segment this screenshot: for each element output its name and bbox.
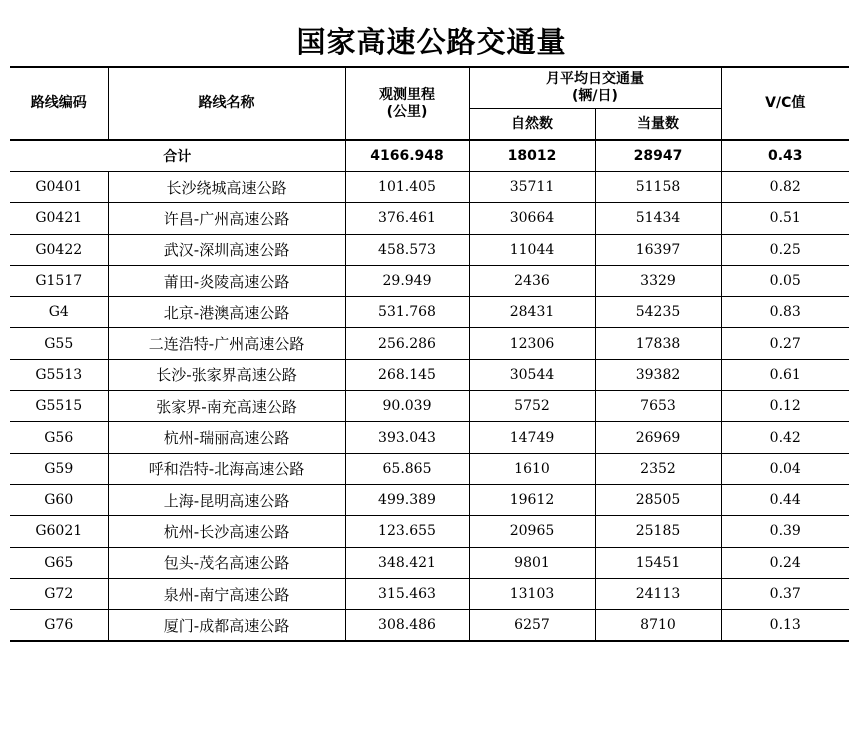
equivalent-count-cell: 51434 — [595, 203, 721, 234]
vc-ratio-cell: 0.51 — [721, 203, 849, 234]
route-name-cell: 呼和浩特-北海高速公路 — [108, 453, 345, 484]
header-traffic — [469, 67, 721, 109]
route-name-cell: 厦门-成都高速公路 — [108, 610, 345, 642]
vc-ratio-cell: 0.12 — [721, 391, 849, 422]
natural-count-cell: 9801 — [469, 547, 595, 578]
table-row — [10, 203, 849, 234]
route-code-cell: G72 — [10, 578, 108, 609]
total-label: 合计 — [10, 140, 345, 172]
header-name: 路线名称 — [108, 67, 345, 140]
mileage-cell: 123.655 — [345, 516, 469, 547]
mileage-cell: 458.573 — [345, 234, 469, 265]
vc-ratio-cell: 0.05 — [721, 265, 849, 296]
vc-ratio-cell: 0.37 — [721, 578, 849, 609]
mileage-cell: 376.461 — [345, 203, 469, 234]
total-mileage: 4166.948 — [345, 140, 469, 172]
natural-count-cell: 2436 — [469, 265, 595, 296]
route-code-cell: G0401 — [10, 172, 108, 203]
vc-ratio-cell: 0.39 — [721, 516, 849, 547]
vc-ratio-cell: 0.44 — [721, 484, 849, 515]
vc-ratio-cell: 0.27 — [721, 328, 849, 359]
header-code: 路线编码 — [10, 67, 108, 140]
route-code-cell: G5513 — [10, 359, 108, 390]
table-row — [10, 172, 849, 203]
table-row — [10, 453, 849, 484]
route-name-cell: 杭州-瑞丽高速公路 — [108, 422, 345, 453]
route-code-cell: G55 — [10, 328, 108, 359]
total-natural: 18012 — [469, 140, 595, 172]
route-name-cell: 上海-昆明高速公路 — [108, 484, 345, 515]
equivalent-count-cell: 26969 — [595, 422, 721, 453]
mileage-cell: 308.486 — [345, 610, 469, 642]
equivalent-count-cell: 3329 — [595, 265, 721, 296]
total-row — [10, 140, 849, 172]
route-code-cell: G60 — [10, 484, 108, 515]
header-natural: 自然数 — [469, 109, 595, 141]
route-code-cell: G6021 — [10, 516, 108, 547]
equivalent-count-cell: 51158 — [595, 172, 721, 203]
table-row — [10, 578, 849, 609]
equivalent-count-cell: 7653 — [595, 391, 721, 422]
route-name-cell: 泉州-南宁高速公路 — [108, 578, 345, 609]
header-mileage-line1: 观测里程 — [379, 86, 435, 103]
mileage-cell: 256.286 — [345, 328, 469, 359]
mileage-cell: 315.463 — [345, 578, 469, 609]
natural-count-cell: 20965 — [469, 516, 595, 547]
table-row — [10, 297, 849, 328]
natural-count-cell: 30664 — [469, 203, 595, 234]
page-title: 国家高速公路交通量 — [296, 25, 567, 59]
equivalent-count-cell: 28505 — [595, 484, 721, 515]
route-code-cell: G65 — [10, 547, 108, 578]
table-row — [10, 516, 849, 547]
route-name-cell: 包头-茂名高速公路 — [108, 547, 345, 578]
route-code-cell: G76 — [10, 610, 108, 642]
natural-count-cell: 1610 — [469, 453, 595, 484]
equivalent-count-cell: 24113 — [595, 578, 721, 609]
route-code-cell: G4 — [10, 297, 108, 328]
route-name-cell: 长沙-张家界高速公路 — [108, 359, 345, 390]
equivalent-count-cell: 15451 — [595, 547, 721, 578]
table-row — [10, 610, 849, 642]
route-name-cell: 二连浩特-广州高速公路 — [108, 328, 345, 359]
route-code-cell: G0422 — [10, 234, 108, 265]
natural-count-cell: 30544 — [469, 359, 595, 390]
natural-count-cell: 11044 — [469, 234, 595, 265]
vc-ratio-cell: 0.82 — [721, 172, 849, 203]
header-vc: V/C值 — [721, 67, 849, 140]
natural-count-cell: 14749 — [469, 422, 595, 453]
natural-count-cell: 12306 — [469, 328, 595, 359]
natural-count-cell: 6257 — [469, 610, 595, 642]
mileage-cell: 348.421 — [345, 547, 469, 578]
equivalent-count-cell: 8710 — [595, 610, 721, 642]
vc-ratio-cell: 0.04 — [721, 453, 849, 484]
natural-count-cell: 19612 — [469, 484, 595, 515]
mileage-cell: 268.145 — [345, 359, 469, 390]
route-code-cell: G0421 — [10, 203, 108, 234]
mileage-cell: 101.405 — [345, 172, 469, 203]
natural-count-cell: 28431 — [469, 297, 595, 328]
route-code-cell: G59 — [10, 453, 108, 484]
natural-count-cell: 35711 — [469, 172, 595, 203]
route-code-cell: G56 — [10, 422, 108, 453]
equivalent-count-cell: 54235 — [595, 297, 721, 328]
header-traffic-line2: (辆/日) — [572, 88, 618, 104]
vc-ratio-cell: 0.83 — [721, 297, 849, 328]
equivalent-count-cell: 39382 — [595, 359, 721, 390]
route-name-cell: 许昌-广州高速公路 — [108, 203, 345, 234]
route-name-cell: 北京-港澳高速公路 — [108, 297, 345, 328]
equivalent-count-cell: 17838 — [595, 328, 721, 359]
route-code-cell: G1517 — [10, 265, 108, 296]
table-row — [10, 328, 849, 359]
route-name-cell: 张家界-南充高速公路 — [108, 391, 345, 422]
vc-ratio-cell: 0.42 — [721, 422, 849, 453]
table-row — [10, 234, 849, 265]
table-row — [10, 484, 849, 515]
route-name-cell: 莆田-炎陵高速公路 — [108, 265, 345, 296]
equivalent-count-cell: 2352 — [595, 453, 721, 484]
equivalent-count-cell: 16397 — [595, 234, 721, 265]
mileage-cell: 90.039 — [345, 391, 469, 422]
total-vc: 0.43 — [721, 140, 849, 172]
table-row — [10, 422, 849, 453]
total-equivalent: 28947 — [595, 140, 721, 172]
header-equivalent: 当量数 — [595, 109, 721, 141]
vc-ratio-cell: 0.13 — [721, 610, 849, 642]
mileage-cell: 531.768 — [345, 297, 469, 328]
mileage-cell: 65.865 — [345, 453, 469, 484]
table-row — [10, 391, 849, 422]
natural-count-cell: 13103 — [469, 578, 595, 609]
route-code-cell: G5515 — [10, 391, 108, 422]
table-row — [10, 547, 849, 578]
vc-ratio-cell: 0.61 — [721, 359, 849, 390]
header-mileage-line2: (公里) — [386, 103, 428, 120]
table-row — [10, 359, 849, 390]
route-name-cell: 武汉-深圳高速公路 — [108, 234, 345, 265]
route-name-cell: 长沙绕城高速公路 — [108, 172, 345, 203]
route-name-cell: 杭州-长沙高速公路 — [108, 516, 345, 547]
vc-ratio-cell: 0.24 — [721, 547, 849, 578]
mileage-cell: 29.949 — [345, 265, 469, 296]
natural-count-cell: 5752 — [469, 391, 595, 422]
vc-ratio-cell: 0.25 — [721, 234, 849, 265]
traffic-table — [10, 66, 849, 642]
header-traffic-line1: 月平均日交通量 — [546, 71, 644, 87]
header-mileage — [345, 67, 469, 140]
equivalent-count-cell: 25185 — [595, 516, 721, 547]
mileage-cell: 499.389 — [345, 484, 469, 515]
mileage-cell: 393.043 — [345, 422, 469, 453]
table-row — [10, 265, 849, 296]
